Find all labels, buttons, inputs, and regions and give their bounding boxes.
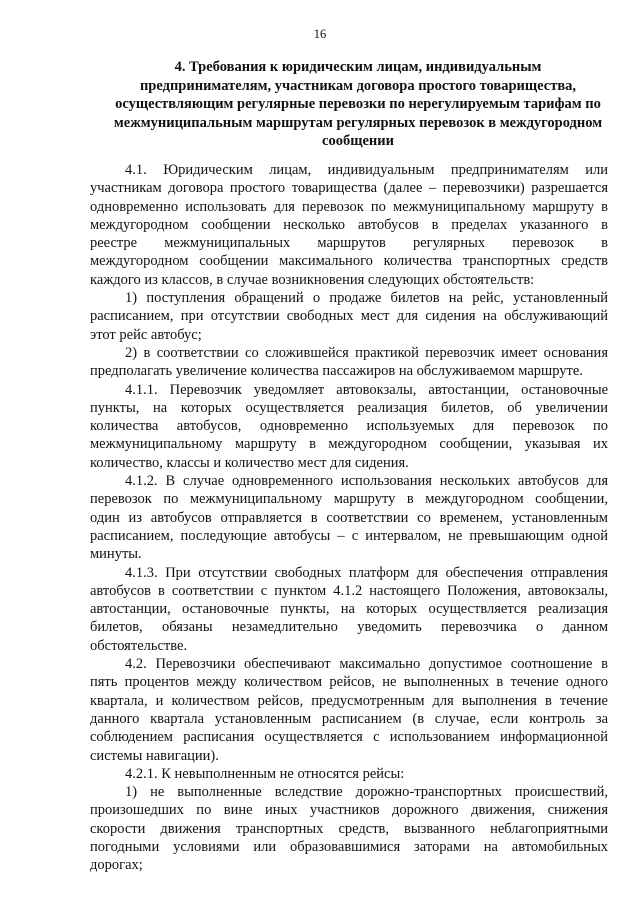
paragraph-line: минуты.: [90, 546, 142, 563]
paragraph-line: каждого из классов, в случае возникновения следующих обстоятельств:: [90, 271, 535, 288]
paragraph-line: перевозок по межмуниципальному маршруту в междугородном сообщении,: [90, 491, 608, 508]
paragraph-line: один из автобусов отправляется в соответствии со временем, установленным: [90, 509, 608, 526]
paragraph-line: 4.1.2. В случае одновременного использования нескольких автобусов для: [125, 473, 608, 490]
paragraph: [90, 564, 608, 655]
paragraph-line: реестре межмуниципальных маршрутов регулярных перевозок в: [90, 235, 608, 252]
paragraph-line: пять процентов между количеством рейсов, не выполненных в течение одного: [90, 674, 608, 691]
paragraph-line: участникам договора простого товарищества (далее – перевозчики) разрешается: [90, 180, 608, 197]
paragraph-line: соблюдением расписания осуществляется с использованием информационной: [90, 729, 608, 746]
paragraph-line: 2) в соответствии со сложившейся практикой перевозчик имеет основания: [125, 344, 608, 361]
paragraph-line: 1) не выполненные вследствие дорожно-транспортных происшествий,: [125, 784, 608, 801]
paragraph-line: билетов, обязаны незамедлительно уведомить перевозчика о данном: [90, 619, 608, 636]
paragraph-line: 1) поступления обращений о продаже билетов на рейс, установленный: [125, 290, 608, 307]
paragraph: [90, 161, 608, 289]
paragraph-line: скорости движения транспортных средств, вызванного неблагоприятными: [90, 820, 608, 837]
heading-line: осуществляющим регулярные перевозки по нерегулируемым тарифам по: [115, 96, 601, 113]
paragraph: [90, 655, 608, 765]
paragraph-line: 4.2.1. К невыполненным не относятся рейсы:: [125, 765, 405, 782]
paragraph-line: одновременно использовать для перевозок по межмуниципальному маршруту в: [90, 198, 608, 215]
paragraph: [90, 472, 608, 563]
paragraph-line: обстоятельстве.: [90, 637, 188, 654]
paragraph-line: межмуниципальному маршруту в междугородном сообщении, указывая их: [90, 436, 608, 453]
paragraph-line: 4.1.1. Перевозчик уведомляет автовокзалы, автостанции, остановочные: [125, 381, 608, 398]
page-number: 16: [313, 27, 327, 41]
paragraph-line: квартала, и количеством рейсов, предусмотренным для выполнения в течение: [90, 692, 608, 709]
paragraph-line: дорогах;: [90, 857, 143, 874]
section-heading: [108, 58, 608, 151]
paragraph-line: междугородном сообщении максимального количества транспортных средств: [90, 253, 608, 270]
paragraph-line: расписанием, последующие автобусы – с интервалом, не превышающим одной: [90, 527, 608, 544]
paragraph-line: данного квартала установленным расписанием (в случае, если контроль за: [90, 710, 608, 727]
paragraph: [90, 765, 608, 783]
paragraph-line: количество, классы и количество мест для сидения.: [90, 454, 409, 471]
document-body: [90, 161, 608, 875]
paragraph: [90, 289, 608, 344]
paragraph-line: предполагать увеличение количества пассажиров на обслуживаемом маршруте.: [90, 363, 583, 380]
paragraph-line: 4.1. Юридическим лицам, индивидуальным предпринимателям или: [125, 162, 608, 178]
paragraph-line: пункты, на которых осуществляется реализация билетов, об увеличении: [90, 399, 608, 416]
heading-line: предпринимателям, участникам договора простого товарищества,: [139, 77, 577, 94]
paragraph: [90, 783, 608, 874]
paragraph-line: системы навигации).: [90, 747, 219, 764]
paragraph-line: произошедших по вине иных участников дорожного движения, снижения: [90, 802, 608, 819]
heading-line: 4. Требования к юридическим лицам, индивидуальным: [174, 59, 542, 75]
paragraph-line: автобусов в соответствии с пунктом 4.1.2 настоящего Положения, автовокзалы,: [90, 582, 608, 599]
heading-line: сообщении: [322, 133, 394, 150]
paragraph-line: расписанием, при отсутствии свободных мест для сидения на обслуживающий: [90, 308, 608, 325]
paragraph-line: 4.1.3. При отсутствии свободных платформ для обеспечения отправления: [125, 564, 608, 581]
paragraph-line: 4.2. Перевозчики обеспечивают максимально допустимое соотношение в: [125, 656, 608, 673]
paragraph-line: автостанции, остановочные пункты, на которых осуществляется реализация: [90, 601, 608, 618]
paragraph: [90, 344, 608, 381]
paragraph-line: междугородном сообщении несколько автобусов в пределах указанного в: [90, 216, 608, 233]
heading-line: межмуниципальным маршрутам регулярных перевозок в междугородном: [113, 114, 603, 131]
paragraph: [90, 381, 608, 472]
paragraph-line: количества автобусов, одновременно используемых для перевозок по: [90, 418, 608, 435]
paragraph-line: этот рейс автобус;: [90, 326, 202, 343]
paragraph-line: погодными условиями или образовавшимися заторами на автомобильных: [90, 838, 608, 855]
